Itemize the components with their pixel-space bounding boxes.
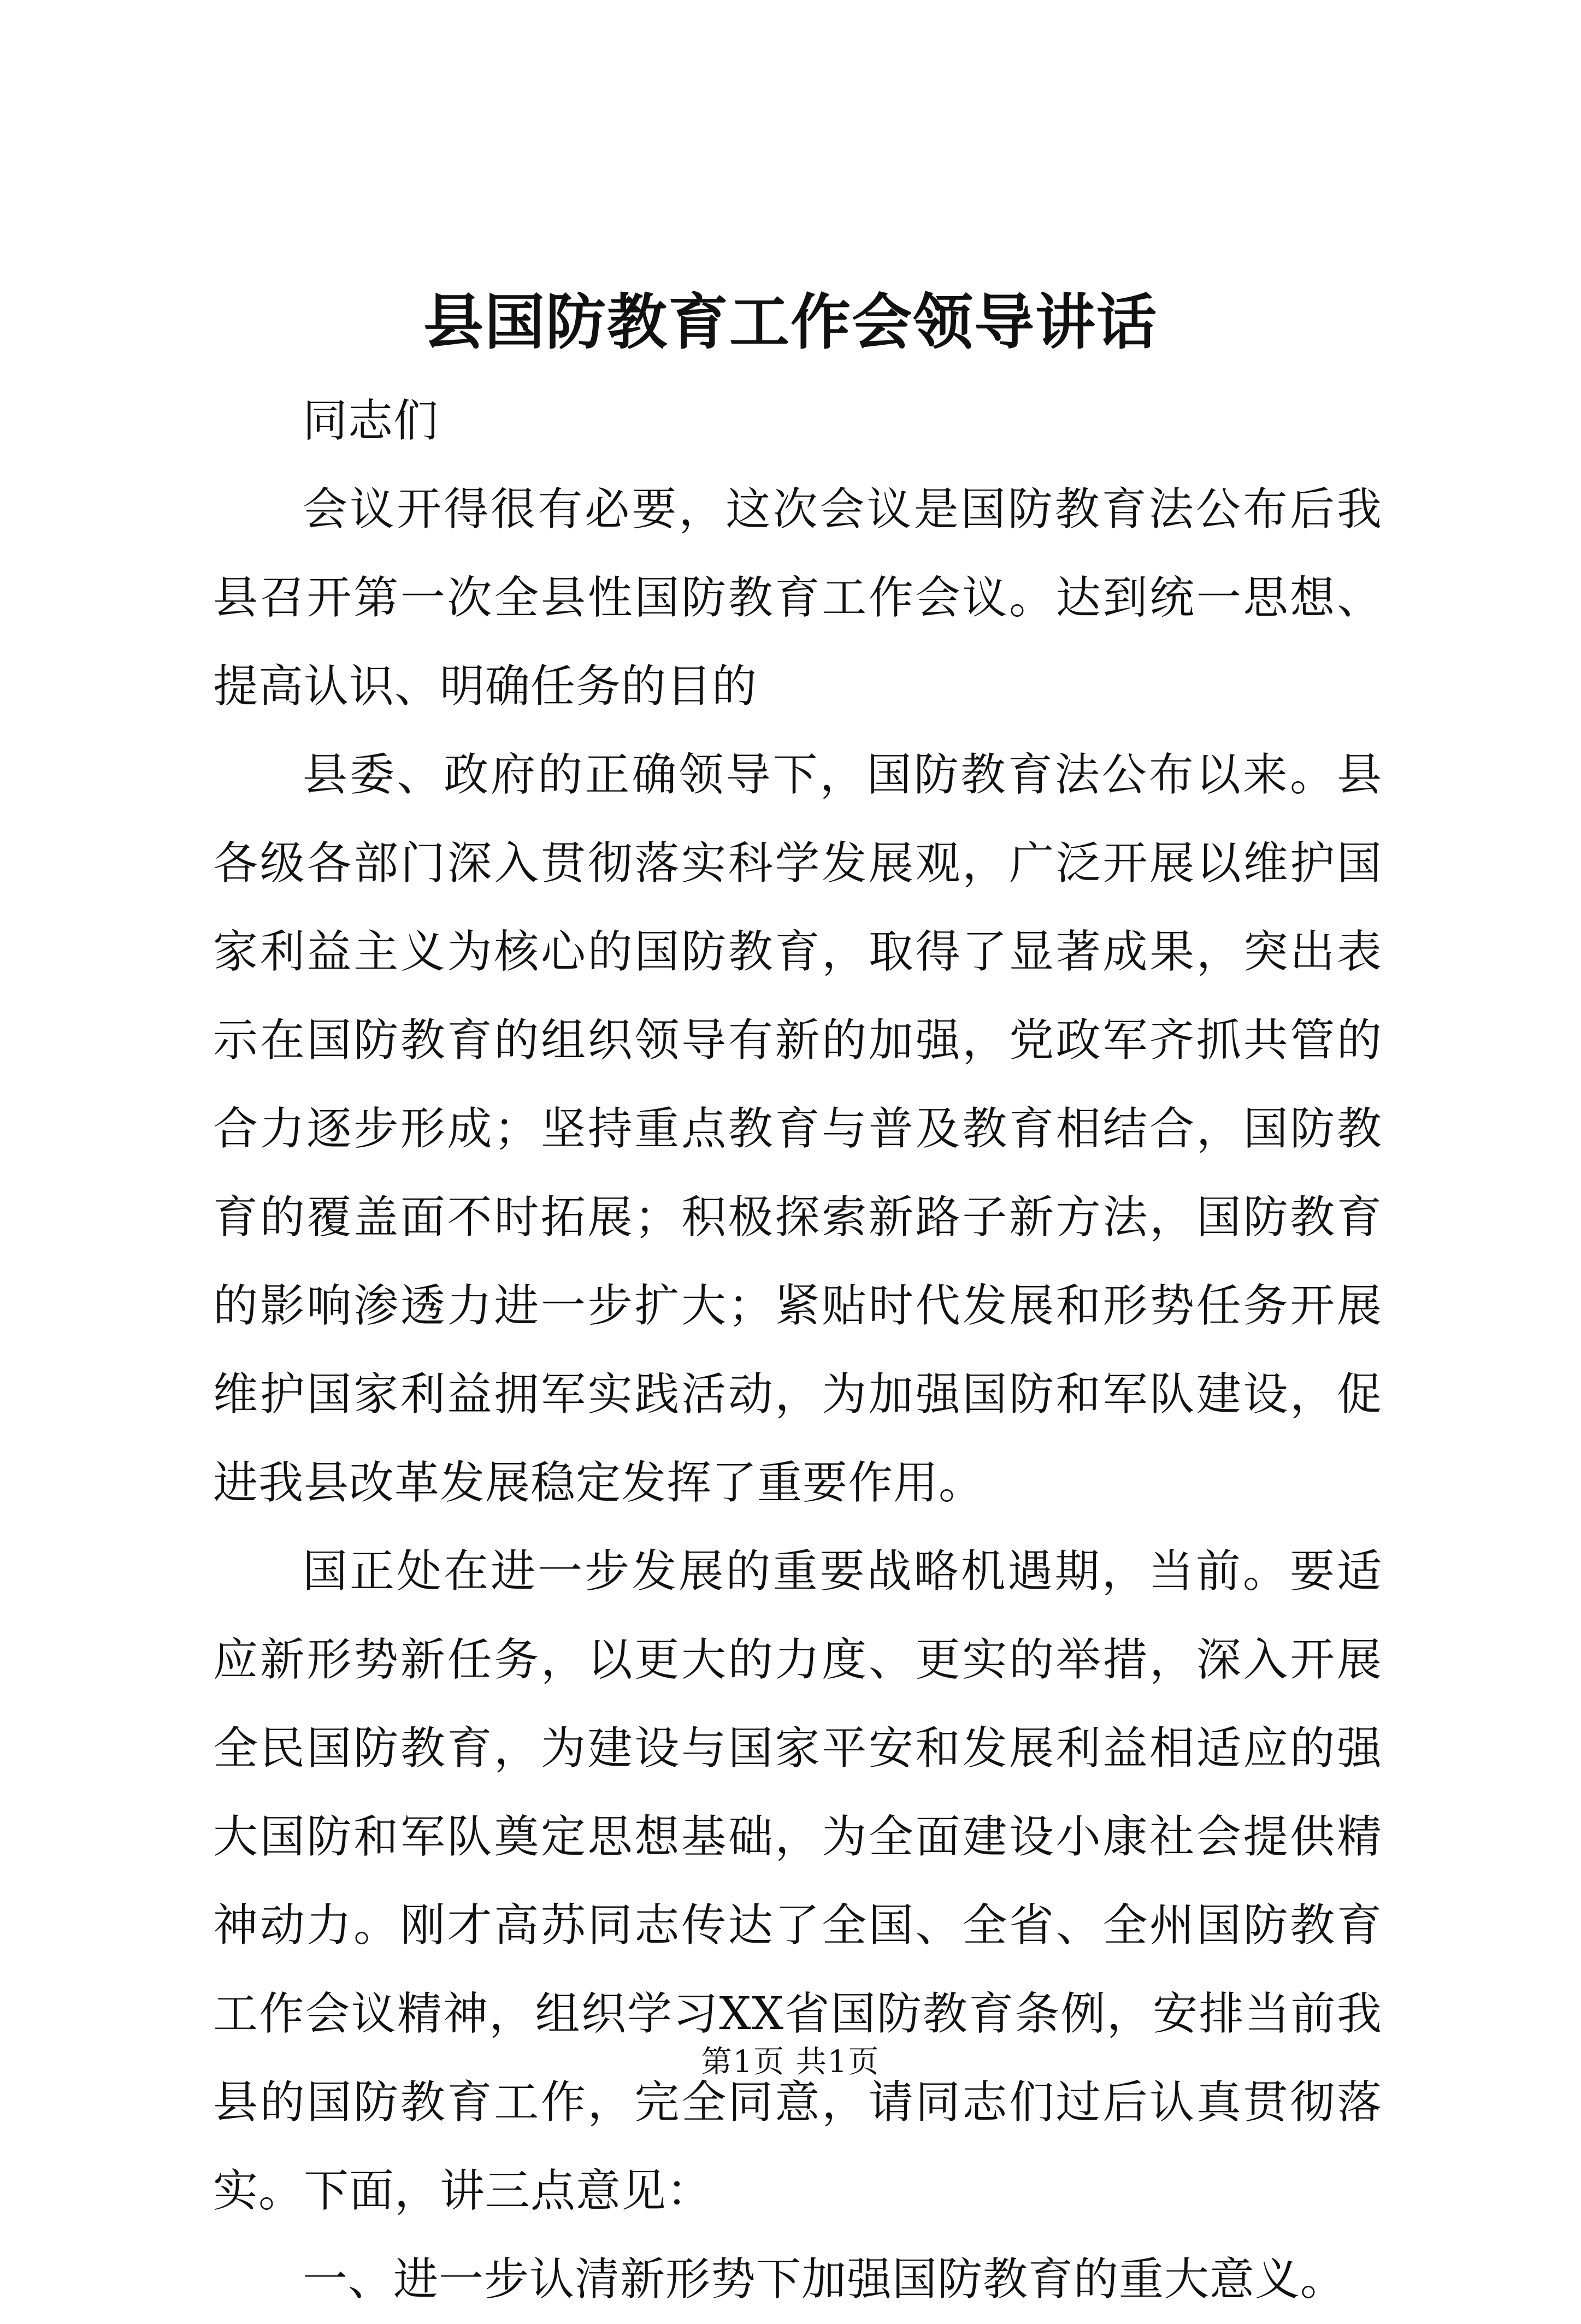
document-title: 县国防教育工作会领导讲话 [423, 287, 1158, 357]
body-paragraph-1: 会议开得很有必要，这次会议是国防教育法公布后我县召开第一次全县性国防教育工作会议。达到统一思想、提高认识、明确任务的目的 [213, 483, 1382, 712]
salutation-paragraph: 同志们 [303, 395, 439, 447]
body-paragraph-2: 县委、政府的正确领导下，国防教育法公布以来。县各级各部门深入贯彻落实科学发展观，广泛开展以维护国家利益主义为核心的国防教育，取得了显著成果，突出表示在国防教育的组织领导有新的加强，党政军齐抓共管的合力逐步形成；坚持重点教育与普及教育相结合，国防教育的覆盖面不时拓展；积极探索新路子新方法，国防教育的影响渗透力进一步扩大；紧贴时代发展和形势任务开展维护国家利益拥军实践活动，为加强国防和军队建设，促进我县改革发展稳定发挥了重要作用。 [213, 749, 1382, 1509]
section-heading-1: 一、进一步认清新形势下加强国防教育的重大意义。 [303, 2254, 1346, 2305]
body-paragraph-3: 国正处在进一步发展的重要战略机遇期，当前。要适应新形势新任务，以更大的力度、更实的举措，深入开展全民国防教育，为建设与国家平安和发展利益相适应的强大国防和军队奠定思想基础，为全面建设小康社会提供精神动力。刚才高苏同志传达了全国、全省、全州国防教育工作会议精神，组织学习XX省国防教育条例，安排当前我县的国防教育工作，完全同意，请同志们过后认真贯彻落实。下面，讲三点意见： [213, 1546, 1382, 2217]
page-footer: 第1页 共1页 [701, 2044, 880, 2080]
document-body [213, 377, 1382, 2324]
